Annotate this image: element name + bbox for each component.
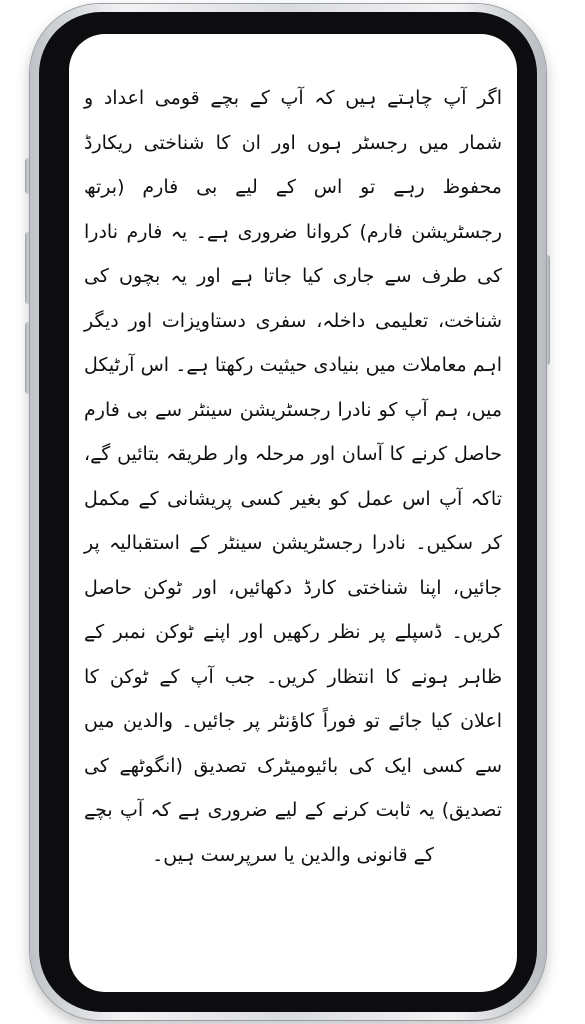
article-paragraph: اگر آپ چاہتے ہیں کہ آپ کے بچے قومی اعداد و شمار میں رجسٹر ہوں اور ان کا شناختی ریکارڈ محفوظ رہے تو اس کے لیے بی فارم (برتھ رجسٹریشن فارم) کروانا ضروری ہے۔ یہ فارم نادرا کی طرف سے جاری کیا جاتا ہے اور یہ بچوں کی شناخت، تعلیمی داخلہ، سفری دستاویزات اور دیگر اہم معاملات میں بنیادی حیثیت رکھتا ہے۔ اس آرٹیکل میں، ہم آپ کو نادرا رجسٹریشن سینٹر سے بی فارم حاصل کرنے کا آسان اور مرحلہ وار طریقہ بتائیں گے، تاکہ آپ اس عمل کو بغیر کسی پریشانی کے مکمل کر سکیں۔ نادرا رجسٹریشن سینٹر کے استقبالیہ پر جائیں، اپنا شناختی کارڈ دکھائیں، اور ٹوکن حاصل کریں۔ ڈسپلے پر نظر رکھیں اور اپنے ٹوکن نمبر کے ظاہر ہونے کا انتظار کریں۔ جب آپ کے ٹوکن کا اعلان کیا جائے تو فوراً کاؤنٹر پر جائیں۔ والدین میں سے کسی ایک کی بائیومیٹرک تصدیق (انگوٹھے کی تصدیق) یہ ثابت کرنے کے لیے ضروری ہے کہ آپ بچے کے قانونی والدین یا سرپرست ہیں۔ (84, 87, 502, 866)
